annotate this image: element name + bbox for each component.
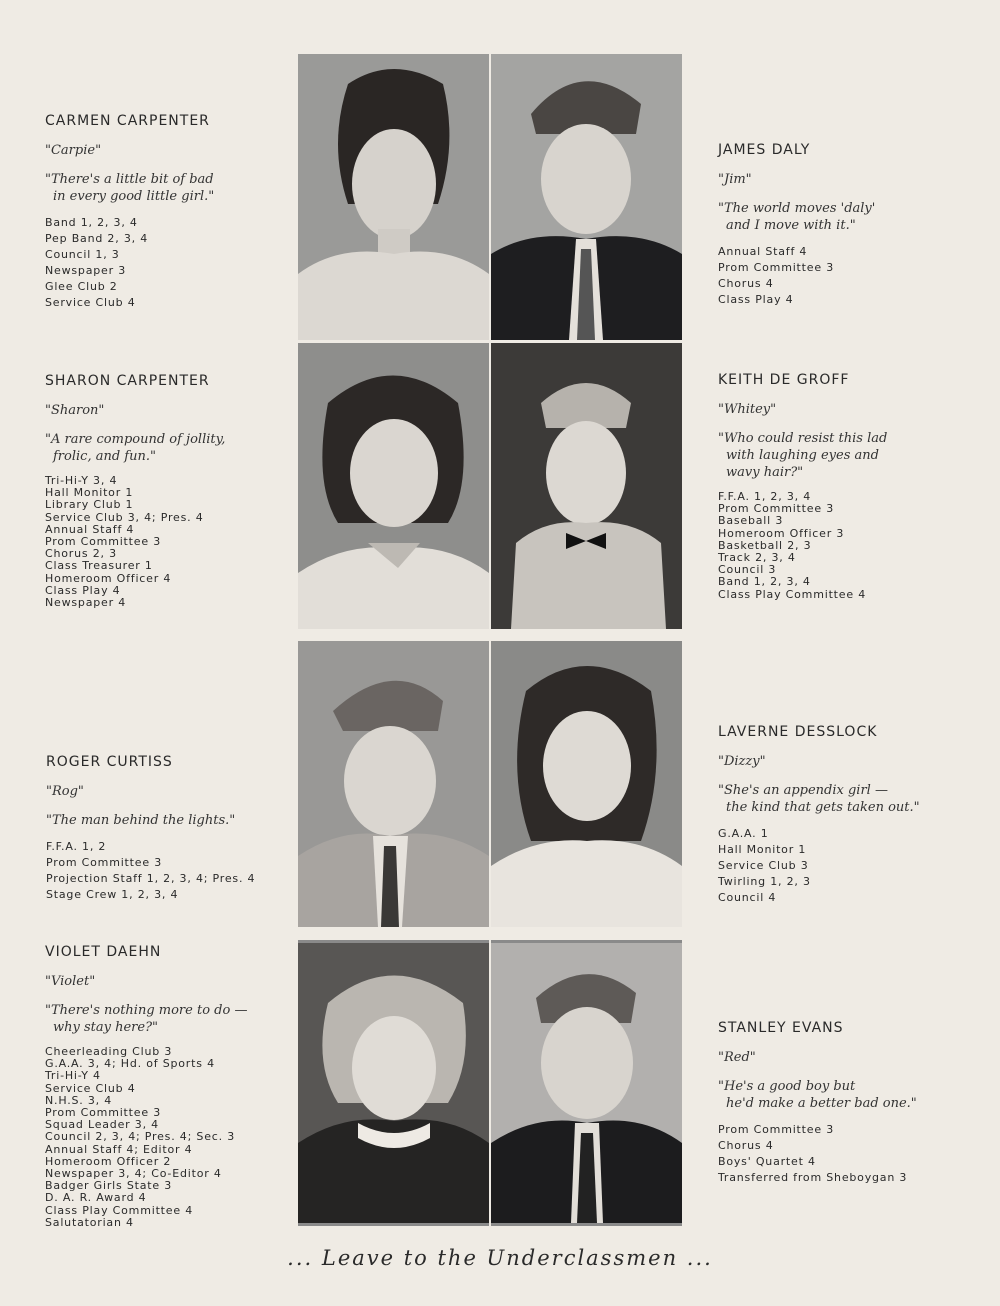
- activity-item: Band 1, 2, 3, 4: [718, 575, 811, 589]
- activity-item: Cheerleading Club 3: [45, 1045, 173, 1058]
- bio-violet-daehn: [45, 944, 295, 1229]
- student-name: JAMES DALY: [718, 142, 811, 158]
- student-quote: "There's nothing more to do — why stay here?": [45, 1003, 248, 1035]
- activities-list: [718, 244, 968, 308]
- activities-list: [718, 1122, 968, 1186]
- bio-stanley-evans: [718, 1020, 968, 1186]
- student-name: VIOLET DAEHN: [45, 944, 162, 960]
- activity-item: Service Club 4: [45, 1081, 136, 1095]
- activity-item: Annual Staff 4: [45, 522, 135, 536]
- student-nickname: "Whitey": [718, 402, 777, 417]
- bio-laverne-desslock: [718, 724, 968, 906]
- activity-item: Council 3: [718, 563, 777, 577]
- activity-item: Homeroom Officer 4: [45, 571, 172, 585]
- activity-item: Newspaper 3, 4; Co-Editor 4: [45, 1167, 222, 1181]
- activity-item: Chorus 4: [718, 1139, 774, 1152]
- activity-item: Hall Monitor 1: [45, 486, 134, 500]
- activity-item: Chorus 2, 3: [45, 547, 117, 561]
- activities-list: [718, 826, 968, 906]
- activities-list: [45, 1046, 295, 1229]
- activity-item: D. A. R. Award 4: [45, 1191, 147, 1205]
- portrait-carmen-carpenter: [298, 54, 489, 340]
- activity-item: F.F.A. 1, 2, 3, 4: [718, 490, 812, 503]
- activity-item: G.A.A. 1: [718, 827, 769, 840]
- bio-james-daly: [718, 142, 968, 308]
- activity-item: Chorus 4: [718, 277, 774, 290]
- portrait-violet-daehn: [298, 940, 489, 1226]
- activity-item: Prom Committee 3: [45, 1106, 162, 1120]
- student-nickname: "Jim": [718, 172, 752, 187]
- bio-keith-de-groff: [718, 372, 968, 601]
- student-quote: "Who could resist this lad with laughing eyes and wavy hair?": [718, 431, 888, 480]
- activity-item: Service Club 3, 4; Pres. 4: [45, 510, 204, 524]
- activity-item: Homeroom Officer 2: [45, 1154, 172, 1168]
- activity-item: Annual Staff 4: [718, 245, 808, 258]
- activity-item: Basketball 2, 3: [718, 538, 812, 552]
- activities-list: [45, 475, 295, 609]
- student-name: SHARON CARPENTER: [45, 373, 210, 389]
- activity-item: Boys' Quartet 4: [718, 1155, 816, 1168]
- activity-item: Service Club 4: [45, 296, 136, 309]
- activity-item: Newspaper 3: [45, 264, 127, 277]
- student-nickname: "Carpie": [45, 143, 102, 158]
- activity-item: Homeroom Officer 3: [718, 526, 845, 540]
- student-nickname: "Violet": [45, 974, 96, 989]
- activity-item: Tri-Hi-Y 4: [45, 1069, 101, 1083]
- activity-item: Prom Committee 3: [45, 535, 162, 549]
- activity-item: Class Treasurer 1: [45, 559, 153, 573]
- activity-item: Council 4: [718, 891, 777, 904]
- activity-item: Twirling 1, 2, 3: [718, 875, 811, 888]
- student-quote: "The man behind the lights.": [46, 813, 236, 828]
- activity-item: Band 1, 2, 3, 4: [45, 216, 138, 229]
- portrait-james-daly: [491, 54, 682, 340]
- bio-sharon-carpenter: [45, 373, 295, 609]
- activity-item: N.H.S. 3, 4: [45, 1093, 113, 1107]
- student-name: LAVERNE DESSLOCK: [718, 724, 878, 740]
- activity-item: Council 2, 3, 4; Pres. 4; Sec. 3: [45, 1130, 235, 1144]
- bio-carmen-carpenter: [45, 113, 295, 311]
- activity-item: Class Play 4: [718, 293, 794, 306]
- activity-item: Hall Monitor 1: [718, 843, 807, 856]
- activities-list: [46, 839, 296, 903]
- activity-item: Newspaper 4: [45, 596, 127, 610]
- activity-item: Council 1, 3: [45, 248, 120, 261]
- student-quote: "A rare compound of jollity, frolic, and fun.": [45, 432, 226, 464]
- activity-item: Class Play Committee 4: [45, 1203, 194, 1217]
- activity-item: Annual Staff 4; Editor 4: [45, 1142, 193, 1156]
- portrait-roger-curtiss: [298, 641, 489, 927]
- activities-list: [45, 215, 295, 311]
- activity-item: Stage Crew 1, 2, 3, 4: [46, 888, 179, 901]
- activity-item: Prom Committee 3: [718, 502, 835, 516]
- activity-item: F.F.A. 1, 2: [46, 840, 107, 853]
- student-name: CARMEN CARPENTER: [45, 113, 210, 129]
- student-nickname: "Rog": [46, 784, 84, 799]
- student-quote: "There's a little bit of bad in every good little girl.": [45, 172, 215, 204]
- portrait-sharon-carpenter: [298, 343, 489, 629]
- student-quote: "The world moves 'daly' and I move with it.": [718, 201, 876, 233]
- activity-item: Tri-Hi-Y 3, 4: [45, 474, 118, 487]
- portrait-keith-de-groff: [491, 343, 682, 629]
- activity-item: Projection Staff 1, 2, 3, 4; Pres. 4: [46, 872, 256, 885]
- activity-item: Transferred from Sheboygan 3: [718, 1171, 908, 1184]
- activities-list: [718, 491, 968, 601]
- activity-item: Salutatorian 4: [45, 1215, 134, 1229]
- portrait-laverne-desslock: [491, 641, 682, 927]
- student-nickname: "Sharon": [45, 403, 105, 418]
- activity-item: Prom Committee 3: [46, 856, 163, 869]
- activity-item: Badger Girls State 3: [45, 1179, 173, 1193]
- activity-item: Track 2, 3, 4: [718, 551, 796, 565]
- portrait-stanley-evans: [491, 940, 682, 1226]
- activity-item: Pep Band 2, 3, 4: [45, 232, 149, 245]
- activity-item: Library Club 1: [45, 498, 134, 512]
- activity-item: Prom Committee 3: [718, 1123, 835, 1136]
- activity-item: Squad Leader 3, 4: [45, 1118, 159, 1132]
- student-nickname: "Dizzy": [718, 754, 766, 769]
- bio-roger-curtiss: [46, 754, 296, 903]
- page-footer-caption: ... Leave to the Underclassmen ...: [287, 1246, 713, 1270]
- activity-item: Baseball 3: [718, 514, 784, 528]
- student-quote: "He's a good boy but he'd make a better bad one.": [718, 1079, 917, 1111]
- activity-item: Class Play 4: [45, 583, 121, 597]
- activity-item: Class Play Committee 4: [718, 587, 867, 601]
- activity-item: Prom Committee 3: [718, 261, 835, 274]
- activity-item: G.A.A. 3, 4; Hd. of Sports 4: [45, 1057, 215, 1071]
- student-quote: "She's an appendix girl — the kind that gets taken out.": [718, 783, 920, 815]
- activity-item: Service Club 3: [718, 859, 809, 872]
- student-nickname: "Red": [718, 1050, 756, 1065]
- activity-item: Glee Club 2: [45, 280, 118, 293]
- student-name: KEITH DE GROFF: [718, 372, 850, 388]
- student-name: STANLEY EVANS: [718, 1020, 844, 1036]
- student-name: ROGER CURTISS: [46, 754, 173, 770]
